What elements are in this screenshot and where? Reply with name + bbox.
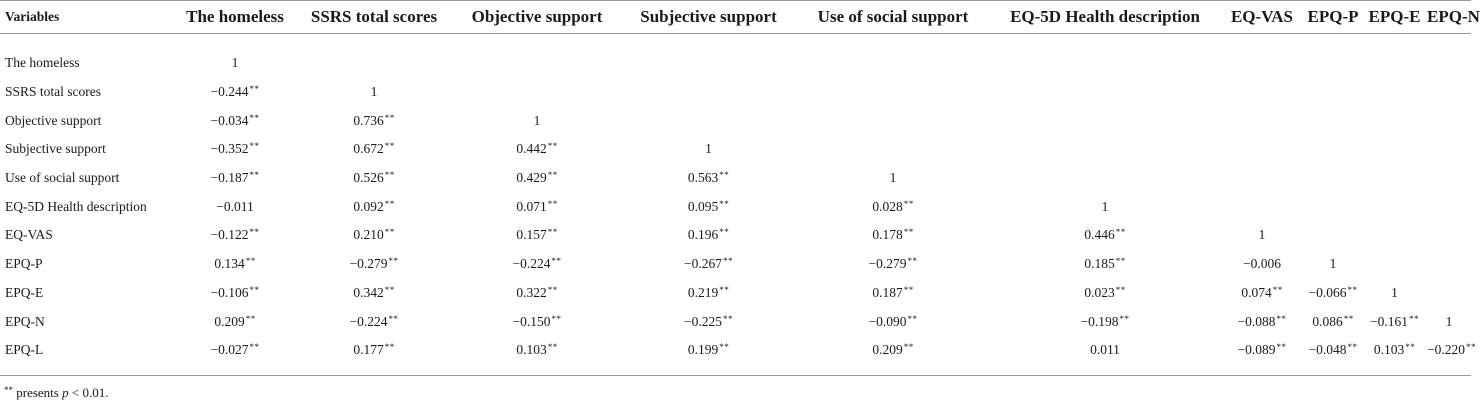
table-cell (796, 250, 990, 279)
table-cell (990, 250, 1220, 279)
table-cell (295, 250, 453, 279)
cell-value: −0.122 (210, 227, 249, 243)
table-cell (1304, 279, 1362, 308)
table-row (0, 250, 1471, 279)
cell-value: 0.442 (516, 141, 547, 157)
cell-value: −0.048 (1308, 342, 1347, 358)
table-cell: 1 (231, 55, 239, 71)
table-cell (621, 78, 796, 107)
table-cell (175, 279, 295, 308)
table-cell (1304, 336, 1362, 365)
table-cell (175, 106, 295, 135)
significance-marker: ** (388, 256, 399, 267)
cell-value: 0.736 (353, 112, 384, 128)
cell-value: 0.219 (687, 284, 719, 300)
bottom-rule (0, 375, 1471, 376)
table-cell (796, 78, 990, 107)
cell-value: 0.074 (1241, 284, 1272, 300)
table-cell (453, 164, 621, 193)
cell-value: 0.028 (872, 198, 903, 214)
table-cell (796, 49, 990, 78)
table-cell (175, 78, 295, 107)
cell-value: 0.071 (516, 198, 547, 214)
cell-value: −0.220 (1427, 342, 1465, 358)
table-cell (1362, 221, 1427, 250)
table-cell (1304, 78, 1362, 107)
table-row (0, 279, 1471, 308)
column-header: Variables (5, 9, 60, 24)
column-header: Use of social support (817, 7, 969, 26)
table-cell (621, 49, 796, 78)
column-header: EQ-VAS (1230, 7, 1294, 26)
significance-marker: ** (719, 342, 730, 353)
cell-value: 0.526 (353, 170, 384, 186)
significance-marker: ** (903, 284, 914, 295)
table-cell: −0.011 (216, 198, 254, 214)
table-cell (990, 135, 1220, 164)
table-cell: 1 (1329, 256, 1337, 272)
column-header: EQ-5D Health description (1010, 7, 1200, 26)
significance-marker: ** (249, 84, 260, 95)
table-cell (1362, 250, 1427, 279)
table-cell (175, 250, 295, 279)
table-cell (175, 164, 295, 193)
significance-marker: ** (907, 256, 918, 267)
header-row (0, 0, 1471, 34)
table-cell (1362, 78, 1427, 107)
table-cell (175, 135, 295, 164)
table-cell (295, 192, 453, 221)
significance-marker: ** (723, 313, 733, 324)
table-cell (1220, 279, 1304, 308)
significance-marker: ** (249, 112, 260, 123)
cell-value: 0.196 (687, 227, 719, 243)
table-cell (621, 164, 796, 193)
table-cell (621, 307, 796, 336)
table-cell (1304, 106, 1362, 135)
cell-value: −0.088 (1237, 313, 1276, 329)
table-cell: −0.006 (1243, 256, 1281, 272)
table-cell (175, 307, 295, 336)
cell-value: −0.089 (1237, 342, 1276, 358)
significance-marker: ** (249, 284, 260, 295)
table-row (0, 336, 1471, 365)
table-cell (1427, 336, 1476, 365)
table-row (0, 192, 1471, 221)
table-cell: 1 (1391, 284, 1398, 300)
table-row (0, 135, 1471, 164)
table-cell (1220, 78, 1304, 107)
cell-value: 0.446 (1084, 227, 1115, 243)
table-cell (1362, 192, 1427, 221)
significance-marker: ** (384, 227, 395, 238)
cell-value: 0.103 (516, 342, 547, 358)
table-row (0, 221, 1471, 250)
table-cell (796, 106, 990, 135)
table-cell (1427, 49, 1471, 78)
table-cell (295, 135, 453, 164)
table-cell (295, 336, 453, 365)
significance-marker: ** (723, 256, 733, 267)
significance-marker: ** (903, 342, 914, 353)
table-cell (175, 221, 295, 250)
row-label: EPQ-P (5, 256, 43, 272)
significance-marker: ** (249, 141, 260, 152)
cell-value: 0.095 (687, 198, 719, 214)
table-cell (1220, 336, 1304, 365)
table-cell: 1 (705, 141, 712, 157)
cell-value: 0.134 (214, 256, 245, 272)
table-cell (1427, 279, 1471, 308)
table-cell (796, 221, 990, 250)
table-cell: 1 (370, 84, 378, 100)
row-label: EPQ-E (5, 284, 44, 300)
row-label: The homeless (5, 55, 80, 71)
row-label: Use of social support (5, 170, 120, 186)
significance-marker: ** (1409, 313, 1419, 324)
significance-marker: ** (249, 170, 260, 181)
table-footnote (4, 385, 108, 401)
cell-value: −0.279 (349, 256, 388, 272)
table-cell (990, 49, 1220, 78)
significance-marker: ** (719, 227, 730, 238)
cell-value: 0.187 (872, 284, 903, 300)
table-row (0, 78, 1471, 107)
table-cell (295, 164, 453, 193)
cell-value: 0.429 (516, 170, 547, 186)
table-cell: 1 (533, 112, 541, 128)
significance-marker: ** (1347, 284, 1358, 295)
significance-marker: ** (1115, 227, 1126, 238)
table-cell (1362, 307, 1427, 336)
table-cell (1304, 49, 1362, 78)
significance-marker: ** (547, 342, 558, 353)
table-cell: 1 (889, 170, 897, 186)
cell-value: −0.352 (210, 141, 249, 157)
table-cell (1362, 336, 1427, 365)
table-cell (453, 135, 621, 164)
significance-marker: ** (1466, 342, 1476, 353)
table-cell (453, 78, 621, 107)
significance-marker: ** (1276, 342, 1287, 353)
table-cell (1427, 164, 1471, 193)
significance-marker: ** (1347, 342, 1358, 353)
table-cell: 1 (1101, 198, 1109, 214)
significance-marker: ** (249, 342, 260, 353)
table-cell (1427, 135, 1471, 164)
significance-marker: ** (719, 198, 730, 209)
table-row (0, 49, 1471, 78)
table-cell (990, 221, 1220, 250)
table-cell (621, 336, 796, 365)
table-cell (1362, 49, 1427, 78)
table-cell (1427, 250, 1471, 279)
table-cell (1427, 221, 1471, 250)
table-cell (621, 279, 796, 308)
cell-value: −0.244 (210, 84, 249, 100)
cell-value: 0.157 (516, 227, 547, 243)
significance-marker: ** (1115, 284, 1126, 295)
table-cell: 1 (1258, 227, 1266, 243)
row-label: Subjective support (5, 141, 106, 157)
cell-value: −0.279 (868, 256, 907, 272)
table-cell: 1 (1445, 313, 1453, 329)
table-cell (1427, 106, 1471, 135)
significance-marker: ** (384, 170, 395, 181)
row-label: EPQ-L (5, 342, 44, 358)
cell-value: 0.672 (353, 141, 384, 157)
significance-marker: ** (245, 256, 256, 267)
cell-value: −0.267 (684, 256, 722, 272)
table-cell (621, 106, 796, 135)
table-cell (1304, 192, 1362, 221)
significance-marker: ** (547, 198, 558, 209)
table-cell (295, 106, 453, 135)
table-cell (1304, 221, 1362, 250)
cell-value: 0.086 (1312, 313, 1343, 329)
footnote-text: presents (13, 385, 63, 400)
table-cell (1427, 78, 1471, 107)
significance-marker: ** (719, 170, 730, 181)
row-label: Objective support (5, 112, 102, 128)
table-cell (796, 336, 990, 365)
significance-marker: ** (719, 284, 730, 295)
column-header: Objective support (471, 7, 603, 26)
table-cell (453, 336, 621, 365)
table-cell (796, 279, 990, 308)
table-cell (990, 279, 1220, 308)
table-cell (1220, 49, 1304, 78)
column-header: EPQ-P (1307, 7, 1359, 26)
significance-marker: ** (903, 198, 914, 209)
significance-marker: ** (249, 227, 260, 238)
significance-marker: ** (547, 284, 558, 295)
table-row (0, 307, 1471, 336)
cell-value: −0.150 (512, 313, 551, 329)
table-cell (1220, 164, 1304, 193)
table-cell (1304, 135, 1362, 164)
table-cell (175, 336, 295, 365)
table-cell (990, 78, 1220, 107)
table-row (0, 164, 1471, 193)
cell-value: 0.209 (214, 313, 245, 329)
cell-value: 0.209 (872, 342, 903, 358)
table-cell (1304, 164, 1362, 193)
cell-value: −0.027 (210, 342, 249, 358)
cell-value: 0.563 (687, 170, 719, 186)
table-cell (1304, 307, 1362, 336)
significance-marker: ** (1119, 313, 1130, 324)
cell-value: 0.103 (1373, 342, 1405, 358)
cell-value: −0.034 (210, 112, 249, 128)
table-cell (621, 221, 796, 250)
table-cell (453, 192, 621, 221)
significance-marker: ** (1272, 284, 1283, 295)
significance-marker: ** (1343, 313, 1354, 324)
cell-value: −0.066 (1308, 284, 1347, 300)
table-cell (990, 106, 1220, 135)
significance-marker: ** (547, 141, 558, 152)
significance-marker: ** (907, 313, 918, 324)
column-header: Subjective support (640, 7, 777, 26)
cell-value: 0.210 (353, 227, 384, 243)
significance-marker: ** (551, 313, 562, 324)
table-cell (990, 307, 1220, 336)
cell-value: −0.090 (868, 313, 907, 329)
cell-value: 0.092 (353, 198, 384, 214)
cell-value: −0.225 (684, 313, 722, 329)
table-cell (1362, 106, 1427, 135)
cell-value: −0.224 (349, 313, 388, 329)
cell-value: 0.023 (1084, 284, 1115, 300)
significance-marker: ** (547, 227, 558, 238)
table-cell (621, 250, 796, 279)
cell-value: −0.198 (1080, 313, 1119, 329)
row-label: EQ-5D Health description (5, 198, 147, 214)
table-cell (1220, 106, 1304, 135)
column-header: The homeless (186, 7, 284, 26)
significance-marker: ** (384, 198, 395, 209)
table-cell: 0.011 (1090, 342, 1120, 358)
table-cell (295, 279, 453, 308)
table-cell (796, 307, 990, 336)
table-cell (295, 307, 453, 336)
row-label: SSRS total scores (5, 84, 102, 100)
table-cell (1220, 135, 1304, 164)
significance-marker: ** (384, 141, 395, 152)
significance-marker: ** (903, 227, 914, 238)
table-cell (1220, 307, 1304, 336)
cell-value: 0.178 (872, 227, 903, 243)
significance-marker: ** (384, 284, 395, 295)
column-header: EPQ-E (1368, 7, 1421, 26)
table-cell (295, 49, 453, 78)
significance-marker: ** (1405, 342, 1416, 353)
footnote-threshold: < 0.01. (68, 385, 109, 400)
significance-marker: ** (1115, 256, 1126, 267)
significance-marker: ** (388, 313, 399, 324)
significance-marker: ** (384, 342, 395, 353)
table-cell (453, 250, 621, 279)
cell-value: 0.199 (687, 342, 719, 358)
table-cell (1220, 192, 1304, 221)
cell-value: −0.224 (512, 256, 551, 272)
table-cell (990, 164, 1220, 193)
table-cell (796, 192, 990, 221)
row-label: EQ-VAS (5, 227, 53, 243)
cell-value: 0.322 (516, 284, 547, 300)
table-cell (453, 221, 621, 250)
table-cell (453, 279, 621, 308)
table-cell (453, 49, 621, 78)
cell-value: −0.161 (1370, 313, 1408, 329)
footnote-marker: ** (4, 385, 13, 395)
cell-value: 0.177 (353, 342, 384, 358)
cell-value: 0.342 (353, 284, 384, 300)
table-cell (621, 192, 796, 221)
table-cell (453, 307, 621, 336)
footnote-p-symbol: p (62, 385, 69, 400)
significance-marker: ** (547, 170, 558, 181)
table-cell (1427, 192, 1471, 221)
significance-marker: ** (1276, 313, 1287, 324)
cell-value: 0.185 (1084, 256, 1115, 272)
column-header: EPQ-N (1427, 7, 1480, 26)
significance-marker: ** (245, 313, 256, 324)
significance-marker: ** (384, 112, 395, 123)
table-cell (796, 135, 990, 164)
table-cell (1362, 135, 1427, 164)
cell-value: −0.187 (210, 170, 249, 186)
cell-value: −0.106 (210, 284, 249, 300)
table-row (0, 106, 1471, 135)
row-label: EPQ-N (5, 313, 45, 329)
table-cell (295, 221, 453, 250)
significance-marker: ** (551, 256, 562, 267)
column-header: SSRS total scores (310, 7, 438, 26)
table-cell (1362, 164, 1427, 193)
